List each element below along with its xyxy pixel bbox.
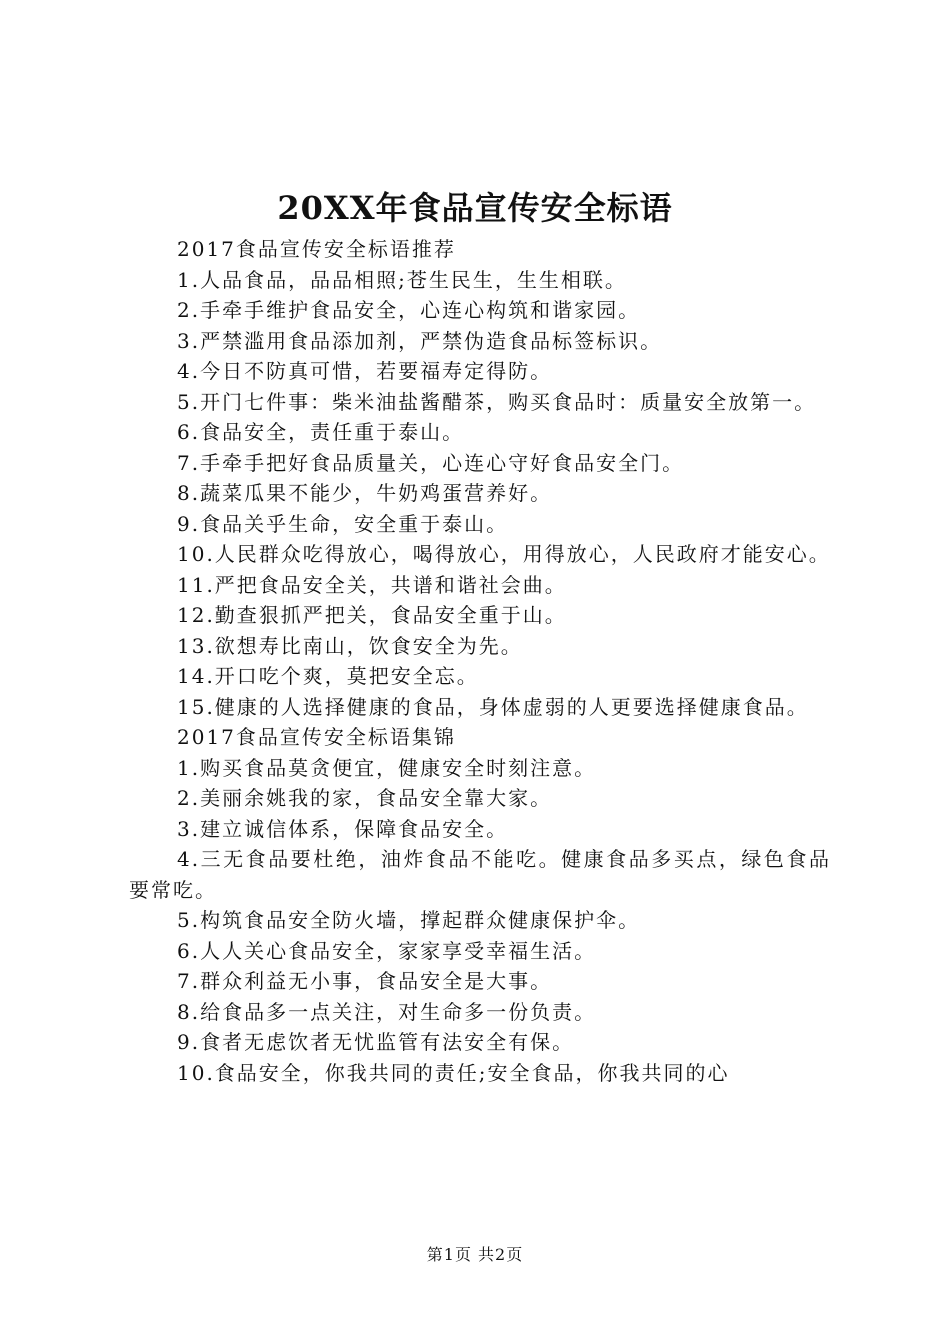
slogan-paragraph: 9.食品关乎生命，安全重于泰山。 [177,511,509,536]
slogan-paragraph: 7.手牵手把好食品质量关，心连心守好食品安全门。 [177,450,685,475]
slogan-paragraph: 2.手牵手维护食品安全，心连心构筑和谐家园。 [177,298,641,322]
section-heading-collection: 2017食品宣传安全标语集锦 [177,725,456,749]
slogan-paragraph: 9.食者无虑饮者无忧监管有法安全有保。 [177,1030,575,1054]
page-number-footer: 第1页 共2页 [426,1245,524,1264]
slogan-paragraph: 6.食品安全，责任重于泰山。 [177,420,465,444]
slogan-paragraph: 4.三无食品要杜绝，油炸食品不能吃。健康食品多买点，绿色食品要常吃。 [129,847,831,902]
slogan-paragraph: 14.开口吃个爽，莫把安全忘。 [177,664,479,688]
slogan-paragraph: 2.美丽余姚我的家，食品安全靠大家。 [177,786,553,810]
slogan-paragraph: 1.购买食品莫贪便宜，健康安全时刻注意。 [177,755,597,780]
slogan-paragraph: 3.建立诚信体系，保障食品安全。 [177,816,509,841]
slogan-paragraph: 4.今日不防真可惜，若要福寿定得防。 [177,359,553,383]
document-title: 20XX年食品宣传安全标语 [277,189,673,227]
slogan-paragraph: 13.欲想寿比南山，饮食安全为先。 [177,633,523,658]
slogan-paragraph: 12.勤查狠抓严把关，食品安全重于山。 [177,603,567,627]
slogan-paragraph: 11.严把食品安全关，共谱和谐社会曲。 [177,572,567,597]
slogan-paragraph: 10.食品安全，你我共同的责任;安全食品，你我共同的心 [177,1060,730,1085]
slogan-paragraph: 8.蔬菜瓜果不能少，牛奶鸡蛋营养好。 [177,481,553,505]
slogan-paragraph: 3.严禁滥用食品添加剂，严禁伪造食品标签标识。 [177,328,663,353]
section-heading-recommend: 2017食品宣传安全标语推荐 [177,237,456,261]
document-body [129,234,831,1088]
slogan-paragraph: 1.人品食品，品品相照;苍生民生，生生相联。 [177,267,627,292]
slogan-paragraph: 15.健康的人选择健康的食品，身体虚弱的人更要选择健康食品。 [177,694,809,719]
slogan-paragraph: 7.群众利益无小事，食品安全是大事。 [177,969,553,993]
slogan-paragraph: 6.人人关心食品安全，家家享受幸福生活。 [177,938,597,963]
slogan-paragraph: 5.开门七件事：柴米油盐酱醋茶，购买食品时：质量安全放第一。 [177,389,817,414]
slogan-paragraph: 10.人民群众吃得放心，喝得放心，用得放心，人民政府才能安心。 [177,542,831,566]
slogan-paragraph: 8.给食品多一点关注，对生命多一份负责。 [177,999,597,1024]
slogan-paragraph: 5.构筑食品安全防火墙，撑起群众健康保护伞。 [177,908,641,932]
